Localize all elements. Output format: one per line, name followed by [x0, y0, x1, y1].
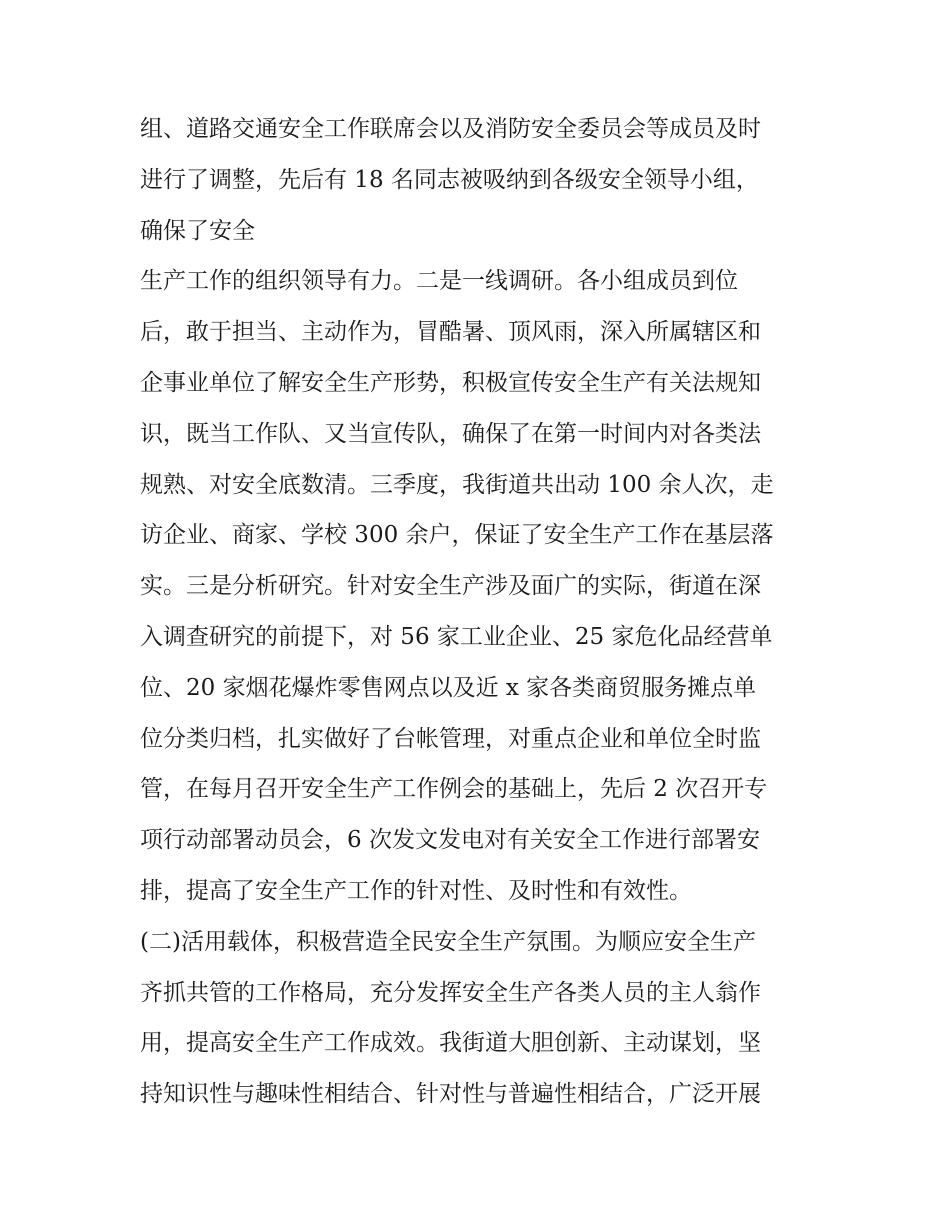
text-line: 组、道路交通安全工作联席会以及消防安全委员会等成员及时 [140, 116, 761, 142]
text-line: 位、20 家烟花爆炸零售网点以及近 x 家各类商贸服务摊点单 [140, 674, 757, 701]
text-line: 规熟、对安全底数清。三季度，我街道共出动 100 余人次，走 [140, 471, 774, 498]
text-line: 识，既当工作队、又当宣传队，确保了在第一时间内对各类法 [140, 420, 761, 447]
text-line: (二)活用载体，积极营造全民安全生产氛围。为顺应安全生产 [140, 928, 756, 955]
text-line: 位分类归档，扎实做好了台帐管理，对重点企业和单位全时监 [140, 725, 761, 752]
text-line: 确保了安全 [140, 217, 255, 244]
text-line: 实。三是分析研究。针对安全生产涉及面广的实际，街道在深 [140, 573, 761, 600]
text-line: 后，敢于担当、主动作为，冒酷暑、顶风雨，深入所属辖区和 [140, 319, 761, 346]
text-line: 管，在每月召开安全生产工作例会的基础上，先后 2 次召开专 [140, 776, 768, 803]
text-line: 进行了调整，先后有 18 名同志被吸纳到各级安全领导小组， [140, 166, 759, 193]
text-line: 用，提高安全生产工作成效。我街道大胆创新、主动谋划，坚 [140, 1030, 761, 1057]
text-line: 生产工作的组织领导有力。二是一线调研。各小组成员到位 [140, 268, 738, 295]
body-text [140, 104, 820, 1120]
text-line: 排，提高了安全生产工作的针对性、及时性和有效性。 [140, 877, 692, 904]
text-line: 齐抓共管的工作格局，充分发挥安全生产各类人员的主人翁作 [140, 979, 761, 1006]
text-line: 入调查研究的前提下，对 56 家工业企业、25 家危化品经营单 [140, 623, 773, 650]
text-line: 访企业、商家、学校 300 余户，保证了安全生产工作在基层落 [140, 522, 774, 549]
text-line: 项行动部署动员会，6 次发文发电对有关安全工作进行部署安 [140, 827, 760, 854]
text-line: 持知识性与趣味性相结合、针对性与普遍性相结合，广泛开展 [140, 1081, 761, 1108]
text-line: 企事业单位了解安全生产形势，积极宣传安全生产有关法规知 [140, 369, 761, 396]
